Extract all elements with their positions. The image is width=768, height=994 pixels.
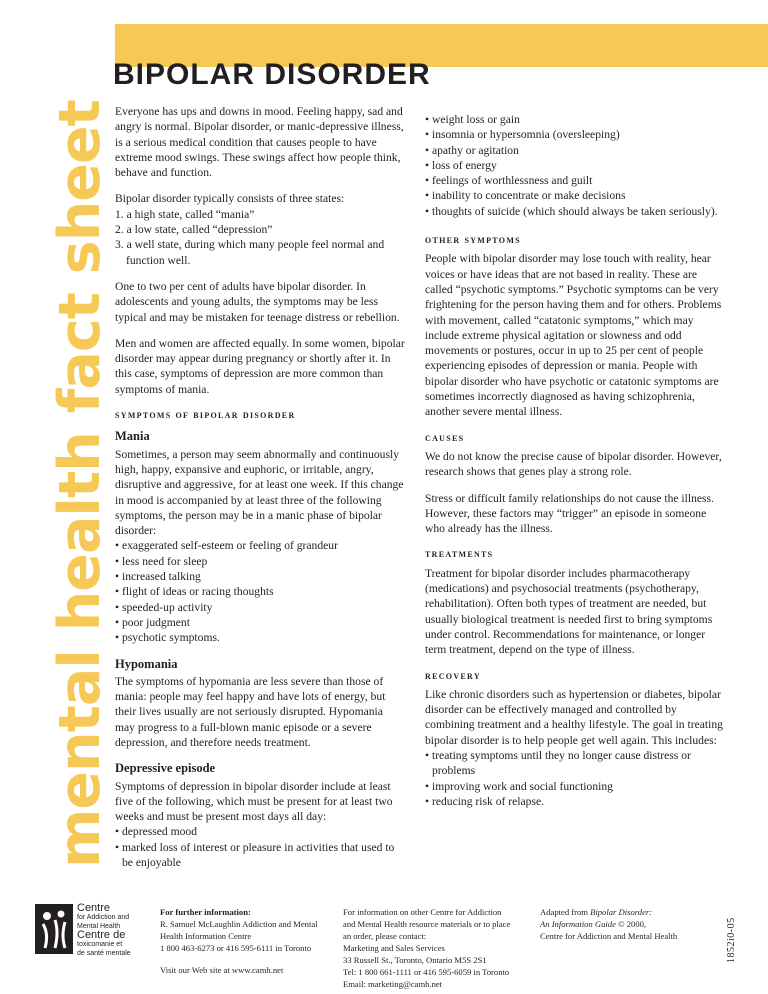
footer-line: Marketing and Sales Services [343, 943, 445, 953]
document-code: 1852i0-05 [726, 917, 737, 963]
list-item: • apathy or agitation [425, 143, 725, 158]
depressive-list [115, 824, 405, 870]
list-item: • depressed mood [115, 824, 405, 839]
logo-line: Mental Health [77, 923, 121, 930]
footer-line: 1 800 463-6273 or 416 595-6111 in Toronto [160, 943, 312, 953]
list-item: • psychotic symptoms. [115, 630, 405, 645]
list-item: • less need for sleep [115, 554, 405, 569]
list-item: • feelings of worthlessness and guilt [425, 173, 725, 188]
intro-paragraph-3: One to two per cent of adults have bipolar disorder. In adolescents and young adults, the symptoms may be less typical and may be mistaken for teenage distress or rebellion. [115, 279, 400, 324]
mania-paragraph: Sometimes, a person may seem abnormally and continuously high, happy, expansive and euphoric, or irritable, angry, disruptive and aggressive, for at least one week. If this change in mood is accompanied by at least three of the following symptoms, the person may be in a manic phase of bipolar disorder: [115, 447, 404, 538]
recovery-list [425, 748, 725, 809]
list-item: • thoughts of suicide (which should always be taken seriously). [425, 204, 725, 219]
footer-ordering-info [343, 906, 523, 990]
left-column [115, 104, 405, 881]
list-item: • flight of ideas or racing thoughts [115, 584, 405, 599]
footer-website: Visit our Web site at www.camh.net [160, 965, 284, 975]
footer-text: © 2000, [615, 919, 647, 929]
list-item: • improving work and social functioning [425, 779, 725, 794]
section-heading-other-symptoms: other symptoms [425, 234, 521, 247]
depressive-paragraph: Symptoms of depression in bipolar disorder include at least five of the following, which must be present for at least two weeks and must be present most days all day: [115, 779, 393, 824]
footer-line [540, 918, 700, 930]
intro-paragraph-1: Everyone has ups and downs in mood. Feeling happy, sad and angry is normal. Bipolar disorder, or manic-depressive illness, is a serious medical condition that causes people to have extreme mood swings. These swings affect how people think, behave and function. [115, 105, 404, 180]
intro-paragraph-2: Bipolar disorder typically consists of three states: [115, 192, 345, 206]
footer-line: For information on other Centre for Addiction [343, 907, 502, 917]
logo-text [77, 904, 131, 958]
logo-line: Centre [77, 902, 111, 914]
footer-line: Email: marketing@camh.net [343, 979, 443, 989]
list-item: 3. a well state, during which many people feel normal and function well. [115, 238, 385, 267]
mania-list [115, 538, 405, 645]
list-item: • speeded-up activity [115, 600, 405, 615]
causes-paragraph-2: Stress or difficult family relationships do not cause the illness. However, these factors may “trigger” an episode in someone who already has the illness. [425, 491, 714, 536]
section-heading-treatments: treatments [425, 548, 494, 561]
logo-line: for Addiction and [77, 914, 130, 921]
causes-paragraph-1: We do not know the precise cause of bipolar disorder. However, research shows that genes play a strong role. [425, 449, 722, 479]
list-item: • reducing risk of relapse. [425, 794, 725, 809]
footer-line: 33 Russell St., Toronto, Ontario M5S 2S1 [343, 955, 487, 965]
list-item: • insomnia or hypersomnia (oversleeping) [425, 127, 725, 142]
footer-line: an order, please contact: [343, 931, 427, 941]
footer-text: Bipolar Disorder: [590, 907, 653, 917]
footer-line: and Mental Health resource materials or to place [343, 919, 511, 929]
camh-logo [35, 904, 145, 964]
footer-source-credit [540, 906, 700, 942]
list-item: 1. a high state, called “mania” [115, 207, 255, 221]
other-symptoms-paragraph: People with bipolar disorder may lose touch with reality, hear voices or have ideas that are not based in reality. These are called “psychotic symptoms.” Psychotic symptoms can be very frightening for the person having them and for others. Problems with movement, called “catatonic symptoms,” which may include extreme physical agitation or slowness and odd movements or postures, occur in up to 25 per cent of people experiencing episodes of depression or mania. People with bipolar disorder who have psychotic or catatonic symptoms are sometimes incorrectly diagnosed as having schizophrenia, another severe mental illness. [425, 252, 722, 419]
footer-heading: For further information: [160, 907, 251, 917]
footer-line: R. Samuel McLaughlin Addiction and Mental [160, 919, 318, 929]
footer-line: Tel: 1 800 661-1111 or 416 595-6059 in Toronto [343, 967, 510, 977]
footer-line [540, 906, 700, 918]
footer-text: An Information Guide [540, 919, 616, 929]
states-list [115, 207, 405, 268]
logo-line: toxicomanie et [77, 941, 123, 948]
list-item: • exaggerated self-esteem or feeling of grandeur [115, 538, 405, 553]
list-item: • poor judgment [115, 615, 405, 630]
logo-line: de santé mentale [77, 950, 131, 957]
camh-logo-icon [35, 904, 73, 954]
side-title: mental health fact sheet [47, 100, 113, 868]
page-title: BIPOLAR DISORDER [113, 58, 431, 91]
subheading-hypomania: Hypomania [115, 656, 178, 671]
depressive-list-continued [425, 112, 725, 219]
footer-text: Adapted from [540, 907, 591, 917]
section-heading-symptoms: symptoms of bipolar disorder [115, 409, 296, 422]
list-item: • increased talking [115, 569, 405, 584]
subheading-mania: Mania [115, 429, 150, 444]
recovery-paragraph: Like chronic disorders such as hypertension or diabetes, bipolar disorder can be effectively managed and controlled by combining treatment and a healthy lifestyle. The goal in treating bipolar disorder is to help people get well again. This includes: [425, 687, 723, 747]
list-item: • inability to concentrate or make decisions [425, 188, 725, 203]
footer-contact-info [160, 906, 325, 976]
logo-line: Centre de [77, 929, 126, 941]
footer-line: Centre for Addiction and Mental Health [540, 931, 678, 941]
treatments-paragraph: Treatment for bipolar disorder includes pharmacotherapy (medications) and psychosocial treatments (psychotherapy, rehabilitation). Often both types of treatment are needed, but usually biological treatment is needed first to bring symptoms under control. Recommendations for maintenance, or longer term treatment, depend on the type of illness. [425, 566, 713, 657]
section-heading-causes: causes [425, 431, 465, 444]
section-heading-recovery: recovery [425, 669, 481, 682]
subheading-depressive-episode: Depressive episode [115, 761, 216, 776]
list-item: • loss of energy [425, 158, 725, 173]
footer-line: Health Information Centre [160, 931, 252, 941]
list-item: • marked loss of interest or pleasure in activities that used to be enjoyable [115, 840, 405, 871]
right-column [425, 112, 725, 820]
list-item: 2. a low state, called “depression” [115, 223, 273, 237]
hypomania-paragraph: The symptoms of hypomania are less severe than those of mania: people may feel happy and have lots of energy, but their lives usually are not seriously disrupted. Hypomania may progress to a full-blown manic episode or a severe depression, and therefore needs treatment. [115, 674, 386, 749]
intro-paragraph-4: Men and women are affected equally. In some women, bipolar disorder may appear during pregnancy or shortly after it. In this case, symptoms of depression are more common than symptoms of mania. [115, 336, 405, 396]
list-item: • weight loss or gain [425, 112, 725, 127]
list-item: • treating symptoms until they no longer cause distress or problems [425, 748, 725, 779]
